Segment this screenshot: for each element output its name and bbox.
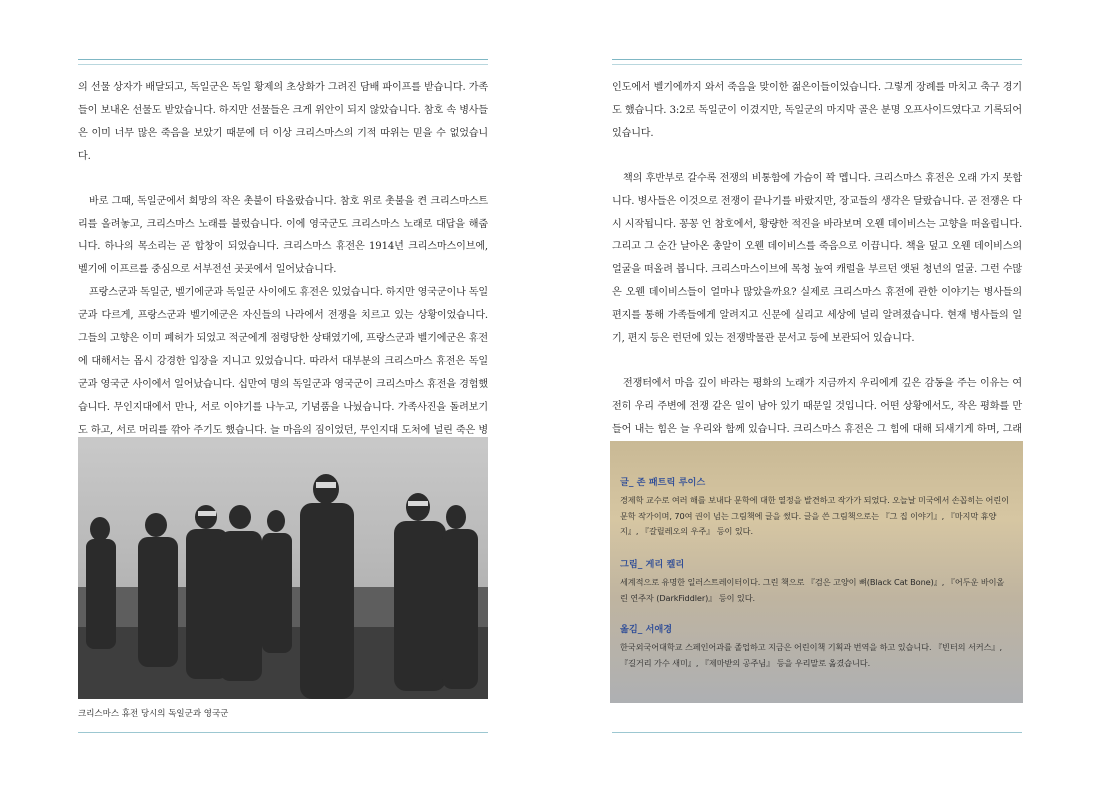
paragraph: 프랑스군과 독일군, 벨기에군과 독일군 사이에도 휴전은 있었습니다. 하지만 영국군이나 독일군과 다르게, 프랑스군과 벨기에군은 자신들의 나라에서 전쟁을 치르고 있는 상황이었습니다. 그들의 고향은 이미 폐허가 되었고 적군에게 점령당한 상태였기에, 프랑스군과 벨기에군은 휴전에 대해서는 몹시 강경한 입장을 지니고 있었습니다. 따라서 대부분의 크리스마스 휴전은 독일군과 영국군 사이에서 일어났습니다. 십만여 명의 독일군과 영국군이 크리스마스 휴전을 경험했습니다. 무인지대에서 만나, 서로 이야기를 나누고, 기념품을 나눴습니다. 가족사진을 돌려보기도 하고, 서로 머리를 깎아 주기도 했습니다. 늘 마음의 짐이었던, 무인지대 도처에 널린 죽은 병 [78,287,488,436]
credit-author [620,474,1012,540]
bottom-rule [612,732,1022,733]
credits-box [610,441,1023,703]
credit-name: 글_ 존 패트릭 루이스 [620,477,706,488]
paragraph: 책의 후반부로 갈수록 전쟁의 비통함에 가슴이 꽉 멥니다. 크리스마스 휴전은 오래 가지 못합니다. 병사들은 이것으로 전쟁이 끝나기를 바랐지만, 장교들의 생각은 달랐습니다. 곧 전쟁은 다시 시작됩니다. 꽁꽁 언 참호에서, 황량한 적진을 바라보며 오웬 데이비스는 고향을 떠올립니다. 그리고 그 순간 날아온 총알이 오웬 데이비스를 죽음으로 이끕니다. 책을 덮고 오웬 데이비스의 얼굴을 떠올려 봅니다. 크리스마스이브에 목청 높여 캐럴을 부르던 앳된 청년의 얼굴. 그런 수많은 오웬 데이비스들이 얼마나 많았을까요? 실제로 크리스마스 휴전에 관한 이야기는 병사들의 편지를 통해 가족들에게 알려지고 신문에 실리고 세상에 널리 알려졌습니다. 현재 병사들의 일기, 편지 등은 런던에 있는 전쟁박물관 문서고 등에 보관되어 있습니다. [612,172,1022,345]
paragraph: 바로 그때, 독일군에서 희망의 작은 촛불이 타올랐습니다. 참호 위로 촛불을 켠 크리스마스트리를 올려놓고, 크리스마스 노래를 불렀습니다. 이에 영국군도 크리스마스 노래로 대답을 해줍니다. 하나의 목소리는 곧 합창이 되었습니다. 크리스마스 휴전은 1914년 크리스마스이브에, 벨기에 이프르를 중심으로 서부전선 곳곳에서 일어났습니다. [78,195,488,276]
credit-illustrator [620,556,1012,606]
historical-photo [78,437,488,699]
photo-caption: 크리스마스 휴전 당시의 독일군과 영국군 [78,709,229,719]
paragraph: 의 선물 상자가 배달되고, 독일군은 독일 황제의 초상화가 그려진 담배 파이프를 받습니다. 가족들이 보내온 선물도 받았습니다. 하지만 선물들은 크게 위안이 되지 않았습니다. 참호 속 병사들은 이미 너무 많은 죽음을 보았기 때문에 더 이상 크리스마스의 기적 따위는 믿을 수 없었습니다. [78,82,488,162]
credit-name: 옮김_ 서애경 [620,624,673,635]
left-body-text [78,77,488,488]
credit-desc: 한국외국어대학교 스페인어과를 졸업하고 지금은 어린이책 기획과 번역을 하고 있습니다. 『빈터의 서커스』, 『길거리 가수 새미』, 『제마받의 공주님』 등을 우리말로 옮겼습니다. [620,642,1002,668]
paragraph: 인도에서 벨기에까지 와서 죽음을 맞이한 젊은이들이었습니다. 그렇게 장례를 마치고 축구 경기도 했습니다. 3:2로 독일군이 이겼지만, 독일군의 마지막 골은 분명 오프사이드였다고 기록되어 있습니다. [612,82,1022,139]
credit-desc: 세계적으로 유명한 일러스트레이터이다. 그린 책으로 『검은 고양이 뼈(Black Cat Bone)』, 『어두운 바이올린 연주자 (DarkFiddler)』 등이 있다. [620,577,1005,603]
top-rule [612,59,1022,65]
credit-desc: 경제학 교수로 여러 해를 보내다 문학에 대한 열정을 발견하고 작가가 되었다. 오늘날 미국에서 손꼽히는 어린이문학 작가이며, 70여 권이 넘는 그림책에 글을 썼다. 글을 쓴 그림책으로는 『그 집 이야기』, 『마지막 휴양지』, 『갈릴레오의 우주』 등이 있다. [620,495,1009,537]
top-rule [78,59,488,65]
credit-name: 그림_ 게리 켈리 [620,559,685,570]
paragraph: 전쟁터에서 마음 깊이 바라는 평화의 노래가 지금까지 우리에게 깊은 감동을 주는 이유는 여전히 우리 주변에 전쟁 같은 일이 남아 있기 때문일 것입니다. 어떤 상황에서도, 작은 평화를 만들어 내는 힘은 늘 우리와 함께 있습니다. 크리스마스 휴전은 그 힘에 대해 되새기게 하며, 그래 [612,377,1022,435]
bottom-rule [78,732,488,733]
right-body-text [612,77,1022,465]
credit-translator [620,621,1012,671]
